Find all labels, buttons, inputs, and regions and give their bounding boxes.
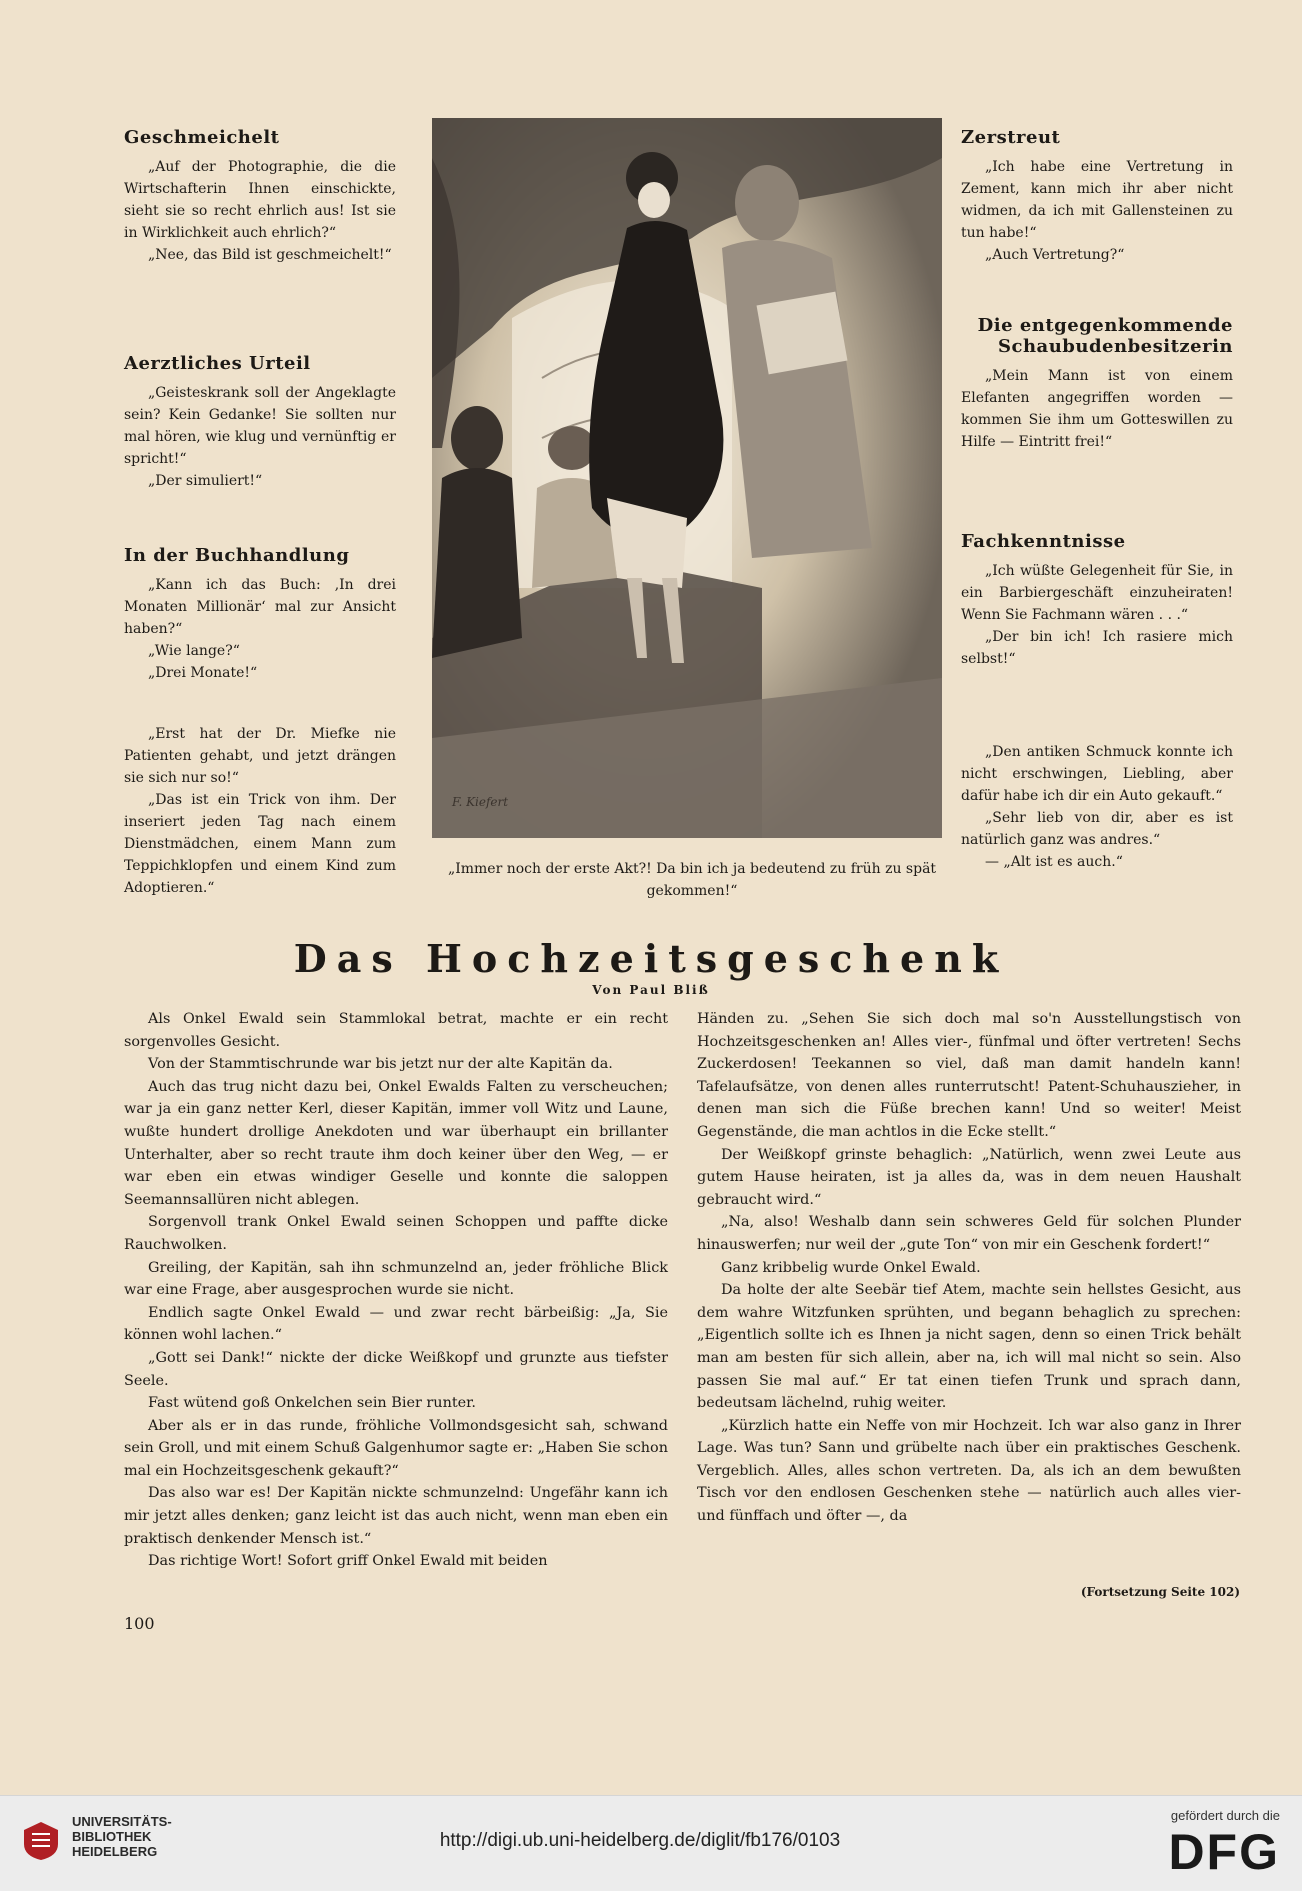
joke-text: „Auf der Photographie, die die Wirtschafterin Ihnen einschickte, sieht sie so recht ehrlich aus! Ist sie in Wirklichkeit auch ehrlich?“ <box>124 159 396 241</box>
joke-antiker-schmuck <box>961 741 1233 873</box>
joke-text: „Nee, das Bild ist geschmeichelt!“ <box>148 247 392 263</box>
story-paragraph: Greiling, der Kapitän, sah ihn schmunzelnd an, jeder fröhliche Blick war eine Frage, aber ausgesprochen wurde sie nicht. <box>124 1259 668 1299</box>
library-seal-icon <box>22 1820 60 1862</box>
joke-heading: Aerztliches Urteil <box>124 353 311 374</box>
joke-heading: Die entgegenkommende Schaubudenbesitzerin <box>977 315 1233 357</box>
joke-heading: Zerstreut <box>961 127 1061 148</box>
story-paragraph: „Kürzlich hatte ein Neffe von mir Hochzeit. Ich war also ganz in Ihrer Lage. Was tun? Sann und grübelte nach über ein praktisches Geschenk. Vergeblich. Alles, alles schon vertreten. Da, als ich an dem bewußten Tisch vor den endlosen Geschenken stehe — natürlich auch alles vier- und fünffach und öfter —, da <box>697 1417 1241 1525</box>
story-paragraph: Fast wütend goß Onkelchen sein Bier runter. <box>148 1395 477 1412</box>
joke-geschmeichelt <box>124 127 396 266</box>
library-name-line: BIBLIOTHEK <box>72 1829 152 1844</box>
joke-aerztliches-urteil <box>124 353 396 492</box>
library-name-line: HEIDELBERG <box>72 1844 158 1859</box>
story-paragraph: Das also war es! Der Kapitän nickte schmunzelnd: Ungefähr kann ich mir jetzt alles denken; ganz leicht ist das auch nicht, wenn man eben ein praktisch denkender Mensch ist.“ <box>124 1485 668 1547</box>
joke-dr-miefke <box>124 723 396 899</box>
story-right-column <box>697 1008 1241 1528</box>
digitization-footer <box>0 1795 1302 1891</box>
theater-illustration <box>432 118 942 838</box>
story-paragraph: Sorgenvoll trank Onkel Ewald seinen Schoppen und paffte dicke Rauchwolken. <box>124 1214 668 1253</box>
joke-text: „Erst hat der Dr. Miefke nie Patienten gehabt, und jetzt drängen sie sich nur so!“ <box>124 726 396 786</box>
story-paragraph: Auch das trug nicht dazu bei, Onkel Ewalds Falten zu verscheuchen; war ja ein ganz netter Kerl, dieser Kapitän, immer voll Witz und Laune, wußte hundert drollige Anekdoten und war überhaupt ein brillanter Unterhalter, aber so recht traute ihm doch keiner über den Weg, — er war eben ein etwas windiger Geselle und konnte die saloppen Seemannsallüren nicht ablegen. <box>124 1078 668 1208</box>
illustration-drawing <box>432 118 942 838</box>
story-paragraph: Der Weißkopf grinste behaglich: „Natürlich, wenn zwei Leute aus gutem Hause heiraten, ist ja alles da, was in dem neuen Haushalt gebraucht wird.“ <box>697 1146 1241 1208</box>
story-paragraph: Aber als er in das runde, fröhliche Vollmondsgesicht sah, schwand sein Groll, und mit einem Schuß Galgenhumor sagte er: „Haben Sie schon mal ein Hochzeitsgeschenk gekauft?“ <box>124 1417 668 1479</box>
page-number: 100 <box>124 1614 155 1633</box>
joke-text: — „Alt ist es auch.“ <box>985 854 1123 870</box>
joke-text: „Der simuliert!“ <box>148 473 263 489</box>
story-paragraph: „Na, also! Weshalb dann sein schweres Geld für solchen Plunder hinauswerfen; nur weil der „gute Ton“ von mir ein Geschenk fordert!“ <box>697 1214 1241 1253</box>
joke-fachkenntnisse <box>961 531 1233 670</box>
joke-text: „Mein Mann ist von einem Elefanten angegriffen worden — kommen Sie ihm um Gotteswillen zu Hilfe — Eintritt frei!“ <box>961 368 1233 450</box>
joke-heading: Geschmeichelt <box>124 127 280 148</box>
joke-text: „Auch Vertretung?“ <box>985 247 1125 263</box>
story-paragraph: Von der Stammtischrunde war bis jetzt nur der alte Kapitän da. <box>148 1056 613 1073</box>
permalink-url[interactable]: http://digi.ub.uni-heidelberg.de/diglit/fb176/0103 <box>439 1830 841 1851</box>
illustration-caption: „Immer noch der erste Akt?! Da bin ich ja bedeutend zu früh zu spät gekommen!“ <box>447 861 937 899</box>
joke-text: „Ich habe eine Vertretung in Zement, kann mich ihr aber nicht widmen, da ich mit Gallensteinen zu tun habe!“ <box>961 159 1233 241</box>
joke-heading: In der Buchhandlung <box>124 545 350 566</box>
joke-buchhandlung <box>124 545 396 684</box>
funding-note: gefördert durch die <box>1170 1808 1280 1823</box>
illustration-signature: F. Kiefert <box>452 795 509 809</box>
story-paragraph: „Gott sei Dank!“ nickte der dicke Weißkopf und grunzte aus tiefster Seele. <box>124 1349 668 1389</box>
joke-text: „Ich wüßte Gelegenheit für Sie, in ein Barbiergeschäft einzuheiraten! Wenn Sie Fachmann wären . . .“ <box>961 563 1233 623</box>
story-paragraph: Händen zu. „Sehen Sie sich doch mal so'n Ausstellungstisch von Hochzeitsgeschenken an! Alles vier-, fünfmal und öfter vertreten! Sechs Zuckerdosen! Teekannen so viel, daß man damit handeln kann! Tafelaufsätze, von denen alles runterrutscht! Patent-Schuhauszieher, in denen man sich die Füße brechen kann! Und so weiter! Meist Gegenstände, die man achtlos in die Ecke stellt.“ <box>697 1011 1241 1140</box>
joke-heading: Fachkenntnisse <box>961 531 1126 552</box>
joke-text: „Drei Monate!“ <box>148 665 258 681</box>
library-name <box>72 1814 172 1859</box>
story-paragraph: Als Onkel Ewald sein Stammlokal betrat, machte er ein recht sorgenvolles Gesicht. <box>124 1011 668 1050</box>
joke-text: „Wie lange?“ <box>148 643 240 659</box>
joke-text: „Kann ich das Buch: ‚In drei Monaten Millionär‘ mal zur Ansicht haben?“ <box>124 577 396 637</box>
story-byline: Von Paul Bliß <box>592 983 710 997</box>
dfg-logo: DFG <box>1168 1824 1280 1880</box>
joke-text: „Den antiken Schmuck konnte ich nicht erschwingen, Liebling, aber dafür habe ich dir ein Auto gekauft.“ <box>961 744 1233 804</box>
story-paragraph: Das richtige Wort! Sofort griff Onkel Ewald mit beiden <box>148 1553 548 1570</box>
story-paragraph: Ganz kribbelig wurde Onkel Ewald. <box>721 1259 981 1276</box>
library-name-line: UNIVERSITÄTS- <box>72 1814 172 1829</box>
story-title: Das Hochzeitsgeschenk <box>293 936 1009 981</box>
continuation-note: (Fortsetzung Seite 102) <box>1080 1585 1240 1599</box>
joke-text: „Geisteskrank soll der Angeklagte sein? Kein Gedanke! Sie sollten nur mal hören, wie klug und vernünftig er spricht!“ <box>124 385 396 467</box>
joke-schaubudenbesitzerin <box>961 315 1233 453</box>
story-paragraph: Endlich sagte Onkel Ewald — und zwar recht bärbeißig: „Ja, Sie können wohl lachen.“ <box>124 1304 668 1344</box>
joke-text: „Der bin ich! Ich rasiere mich selbst!“ <box>961 629 1233 667</box>
joke-text: „Sehr lieb von dir, aber es ist natürlich ganz was andres.“ <box>961 810 1233 848</box>
joke-zerstreut <box>961 127 1233 266</box>
joke-text: „Das ist ein Trick von ihm. Der inseriert jeden Tag nach einem Dienstmädchen, einem Mann zum Teppichklopfen und einem Kind zum Adoptieren.“ <box>124 792 396 896</box>
story-left-column <box>124 1008 668 1573</box>
story-paragraph: Da holte der alte Seebär tief Atem, machte sein hellstes Gesicht, aus dem wahre Witzfunken sprühten, und begann behaglich zu sprechen: „Eigentlich sollte ich es Ihnen ja nicht sagen, denn so einen Trick behält man am besten für sich allein, aber na, ich will mal nicht so sein. Also passen Sie mal auf.“ Er tat einen tiefen Trunk und sprach dann, bedeutsam lächelnd, ruhig weiter. <box>697 1282 1241 1412</box>
